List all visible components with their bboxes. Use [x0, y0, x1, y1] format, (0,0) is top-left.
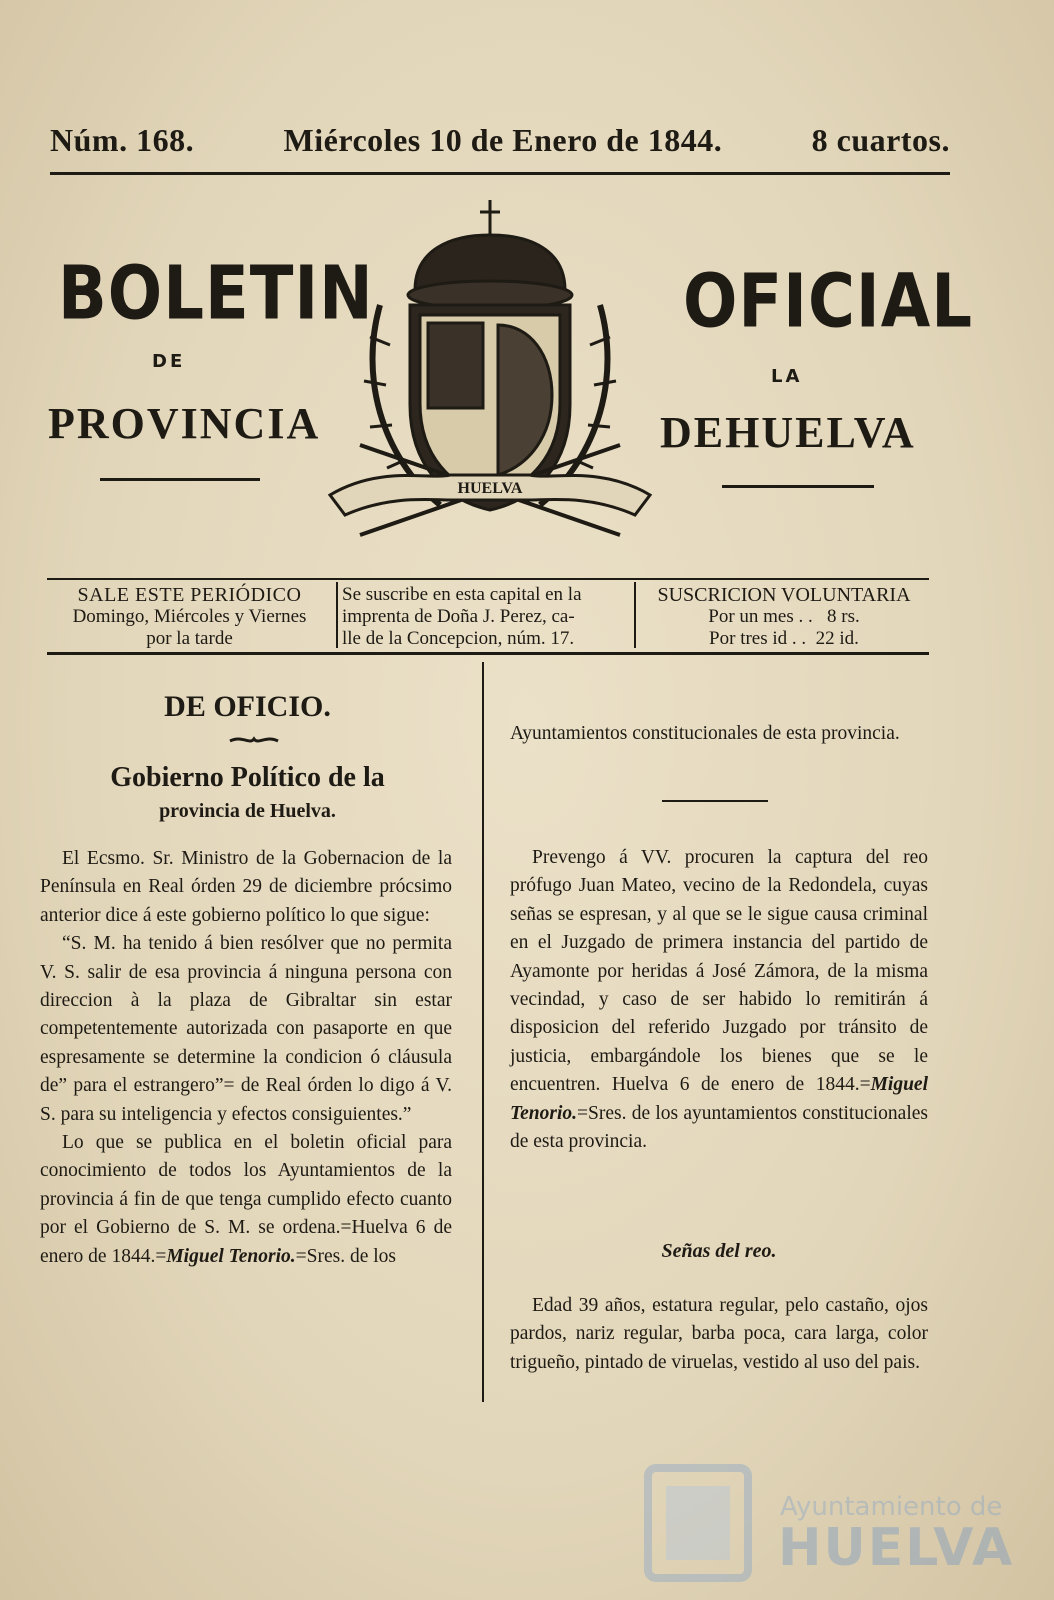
- title-de: DE: [152, 351, 186, 372]
- publication-notice: [40, 1129, 452, 1271]
- crest-label: HUELVA: [457, 480, 523, 497]
- right-column-top: [510, 720, 928, 748]
- info-divider-2: [634, 582, 636, 648]
- title-la: LA: [771, 366, 803, 387]
- right-separator: [662, 800, 768, 802]
- ornament-dash: [228, 735, 280, 745]
- publication-notice-end: =Sres. de los: [295, 1245, 397, 1267]
- office-subtitle: provincia de Huelva.: [159, 800, 336, 822]
- archive-watermark: [640, 1448, 1020, 1588]
- info-sale-box: [46, 584, 333, 650]
- left-column-body: [40, 845, 452, 1271]
- info-rule-bottom: [47, 652, 929, 655]
- city-crest-icon: [640, 1448, 760, 1588]
- info-suscricion-heading: SUSCRICION VOLUNTARIA: [657, 584, 911, 606]
- issue-number: Núm. 168.: [50, 122, 195, 158]
- right-column-body: [510, 844, 928, 1156]
- office-title: Gobierno Político de la: [110, 762, 385, 793]
- info-suscricion-line1: Por un mes . . 8 rs.: [708, 606, 860, 627]
- capture-notice: [510, 844, 928, 1156]
- decree-intro: El Ecsmo. Sr. Ministro de la Gobernacion de la Península en Real órden 29 de diciembre prócsimo anterior dice á este gobierno político lo que sigue:: [40, 848, 452, 926]
- info-suscribe-line2: imprenta de Doña J. Perez, ca-: [342, 606, 575, 627]
- watermark-line1: Ayuntamiento de: [780, 1492, 1003, 1522]
- watermark-line2: HUELVA: [778, 1518, 1015, 1578]
- publication-notice-text: Lo que se publica en el boletin oficial para conocimiento de todos los Ayuntamientos de la provincia á fin de que tenga cumplido efecto cuanto por el Gobierno de S. M. se ordena.=Huelva 6 de enero de 1844.=: [40, 1132, 452, 1267]
- info-rule-top: [47, 578, 929, 580]
- info-sale-line1: Domingo, Miércoles y Viernes: [72, 606, 307, 627]
- info-suscricion-box: [638, 584, 930, 650]
- signature-right: Miguel Tenorio.: [510, 1074, 928, 1124]
- title-rule-right: [722, 485, 874, 488]
- senas-heading: Señas del reo.: [661, 1240, 777, 1262]
- issue-price: 8 cuartos.: [811, 122, 950, 158]
- title-oficial: OFICIAL: [683, 260, 974, 346]
- title-boletin: BOLETIN: [58, 252, 374, 338]
- title-provincia: PROVINCIA: [48, 399, 321, 448]
- info-divider-1: [336, 582, 338, 648]
- capture-notice-text: Prevengo á VV. procuren la captura del reo prófugo Juan Mateo, vecino de la Redondela, cuyas señas se espresan, y al que se le sigue causa criminal en el Juzgado de primera instancia del partido de Ayamonte por heridas á José Zámora, de la misma vecindad, y caso de ser habido lo remitirán á disposicion del referido Juzgado por tránsito de justicia, embargándole los bienes que se le encuentren. Huelva 6 de enero de 1844.=: [510, 847, 928, 1096]
- info-sale-line2: por la tarde: [146, 628, 233, 649]
- column-divider: [482, 662, 484, 1402]
- info-sale-heading: SALE ESTE PERIÓDICO: [77, 584, 302, 606]
- signature: Miguel Tenorio.: [166, 1245, 296, 1267]
- senas-body: [510, 1292, 928, 1377]
- capture-notice-end: =Sres. de los ayuntamientos constitucionales de esta provincia.: [510, 1102, 928, 1153]
- senas-description: Edad 39 años, estatura regular, pelo castaño, ojos pardos, nariz regular, barba poca, cara larga, color trigueño, pintado de viruelas, vestido al uso del pais.: [510, 1295, 928, 1373]
- title-rule-left: [100, 478, 260, 481]
- issue-date: Miércoles 10 de Enero de 1844.: [283, 122, 723, 158]
- section-heading: DE OFICIO.: [164, 690, 331, 723]
- decree-quote: “S. M. ha tenido á bien resólver que no permita V. S. salir de esa provincia á ninguna persona con direccion à la plaza de Gibraltar sin estar competentemente autorizada con pasaporte en que espresamente se determine la condicion ó cláusula de” para el estrangero”= de Real órden lo digo á V. S. para su inteligencia y efectos consiguientes.”: [40, 933, 452, 1125]
- title-dehuelva: DEHUELVA: [660, 408, 916, 457]
- info-suscribe-line3: lle de la Concepcion, núm. 17.: [342, 628, 575, 649]
- masthead-rule: [50, 172, 950, 175]
- continued-address: Ayuntamientos constitucionales de esta provincia.: [510, 723, 900, 744]
- masthead-line: [50, 122, 950, 159]
- coat-of-arms-emblem: [320, 195, 660, 555]
- info-suscricion-line2: Por tres id . . 22 id.: [709, 628, 859, 649]
- info-suscribe-line1: Se suscribe en esta capital en la: [342, 584, 582, 605]
- info-suscribe-box: [342, 584, 632, 650]
